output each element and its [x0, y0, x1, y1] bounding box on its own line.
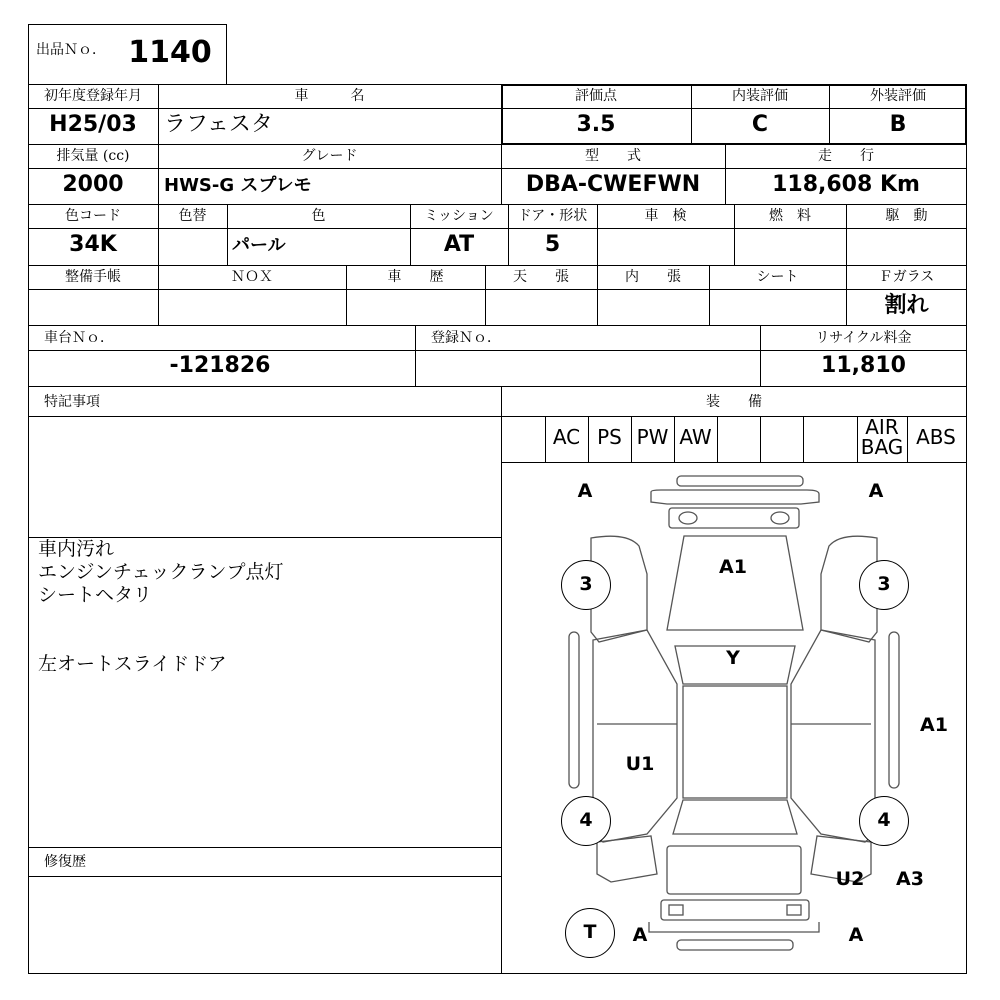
damage-right-side: A1 — [920, 714, 948, 736]
grade-label: グレード — [301, 148, 358, 164]
tire-rear-left: 4 — [561, 796, 611, 846]
color-value: パール — [232, 235, 286, 256]
car-name-value: ラフェスタ — [164, 112, 273, 137]
nox-label: ＮＯＸ — [231, 269, 273, 285]
front-bumper-outline — [677, 476, 803, 486]
tire-front-left: 3 — [561, 560, 611, 610]
col-line — [717, 416, 718, 462]
color-code-value: 34K — [69, 232, 117, 257]
row-line — [28, 265, 967, 266]
roof-outline — [683, 686, 787, 798]
hood-outline — [667, 536, 803, 630]
remarks-label: 特記事項 — [44, 394, 100, 410]
right-sill-outline — [889, 632, 899, 788]
damage-roof: Y — [726, 647, 740, 669]
left-sill-outline — [569, 632, 579, 788]
inspection-label: 車 検 — [644, 208, 687, 224]
score-label: 評価点 — [575, 88, 617, 104]
displacement-label: 排気量 (cc) — [56, 148, 130, 164]
equipment-ps: PS — [597, 425, 622, 449]
car-name-label: 車 名 — [294, 88, 365, 104]
equipment-abs: ABS — [916, 425, 956, 449]
row-line — [28, 325, 967, 326]
car-history-label: 車 歴 — [387, 269, 444, 285]
interior-grade-value: C — [751, 112, 769, 137]
row-line — [28, 416, 967, 417]
chassis-no-label: 車台Ｎｏ． — [44, 330, 114, 346]
remark-line: 車内汚れ — [38, 538, 115, 560]
row-line — [28, 289, 967, 290]
remark-line: 左オートスライドドア — [38, 653, 227, 675]
remark-line: シートヘタリ — [38, 584, 153, 606]
interior-lining-label: 内 張 — [625, 269, 681, 285]
color-label: 色 — [311, 208, 326, 224]
equipment-airbag-line1: AIR — [865, 415, 899, 439]
mission-value: AT — [443, 232, 475, 257]
first-registration-value: H25/03 — [49, 112, 137, 137]
displacement-value: 2000 — [62, 172, 124, 197]
equipment-pw: PW — [636, 425, 669, 449]
damage-front-left: A — [577, 480, 593, 502]
front-glass-value: 割れ — [884, 293, 929, 318]
damage-rear-u2: U2 — [835, 868, 865, 890]
col-line — [760, 416, 761, 462]
spare-tire: T — [565, 908, 615, 958]
tire-front-right: 3 — [859, 560, 909, 610]
equipment-label: 装 備 — [706, 394, 762, 410]
mileage-label: 走 行 — [818, 148, 874, 164]
grille-outline — [669, 508, 799, 528]
damage-front-right: A — [868, 480, 884, 502]
rear-bumper-outline — [649, 922, 819, 932]
row-line — [28, 350, 967, 351]
registration-no-label: 登録Ｎｏ． — [431, 330, 501, 346]
car-diagram — [501, 462, 967, 974]
score-value: 3.5 — [576, 112, 616, 137]
lot-number: 1140 — [128, 35, 212, 70]
front-bumper-outline — [651, 490, 819, 504]
damage-left-side: U1 — [625, 753, 655, 775]
grille-outline — [771, 512, 789, 524]
mission-label: ミッション — [424, 208, 494, 224]
equipment-ac: AC — [552, 425, 581, 449]
door-shape-value: 5 — [544, 232, 561, 257]
rear-bumper-outline — [787, 905, 801, 915]
interior-grade-label: 内装評価 — [732, 88, 788, 104]
repair-history-label: 修復歴 — [44, 854, 86, 870]
damage-rear-right: A — [848, 924, 864, 946]
mileage-value: 118,608 Km — [772, 172, 920, 197]
row-line — [28, 204, 967, 205]
left-side-outline — [597, 836, 657, 882]
fuel-label: 燃 料 — [769, 208, 811, 224]
chassis-no-value: -121826 — [169, 353, 271, 378]
damage-rear-a3: A3 — [896, 868, 924, 890]
recycle-fee-value: 11,810 — [821, 353, 906, 378]
row-line — [28, 168, 967, 169]
front-glass-label: Ｆガラス — [878, 269, 935, 285]
color-change-label: 色替 — [178, 208, 207, 224]
row-line — [28, 386, 967, 387]
seat-label: シート — [756, 269, 799, 285]
door-shape-label: ドア・形状 — [517, 208, 588, 224]
damage-hood: A1 — [719, 556, 747, 578]
maintenance-book-label: 整備手帳 — [65, 269, 121, 285]
rear-bumper-outline — [669, 905, 683, 915]
exterior-grade-label: 外装評価 — [870, 88, 926, 104]
rear-bumper-outline — [677, 940, 793, 950]
row-line — [28, 876, 501, 877]
grade-value: HWS-G スプレモ — [164, 175, 312, 196]
roof-lining-label: 天 張 — [513, 269, 569, 285]
tailgate-outline — [667, 846, 801, 894]
exterior-grade-value: B — [889, 112, 907, 137]
first-registration-label: 初年度登録年月 — [44, 88, 142, 104]
col-line — [803, 416, 804, 462]
damage-rear-left: A — [632, 924, 648, 946]
tire-rear-right: 4 — [859, 796, 909, 846]
remark-line: エンジンチェックランプ点灯 — [38, 561, 284, 583]
row-line — [28, 847, 501, 848]
rear-glass-outline — [673, 800, 797, 834]
model-value: DBA-CWEFWN — [525, 172, 701, 197]
lot-number-label: 出品Ｎｏ． — [36, 42, 106, 58]
equipment-airbag-line2: BAG — [860, 435, 904, 459]
drive-label: 駆 動 — [885, 208, 928, 224]
grille-outline — [679, 512, 697, 524]
equipment-aw: AW — [679, 425, 712, 449]
recycle-fee-label: リサイクル料金 — [815, 330, 912, 346]
model-label: 型 式 — [585, 148, 641, 164]
row-line — [28, 228, 967, 229]
color-code-label: 色コード — [65, 208, 121, 224]
